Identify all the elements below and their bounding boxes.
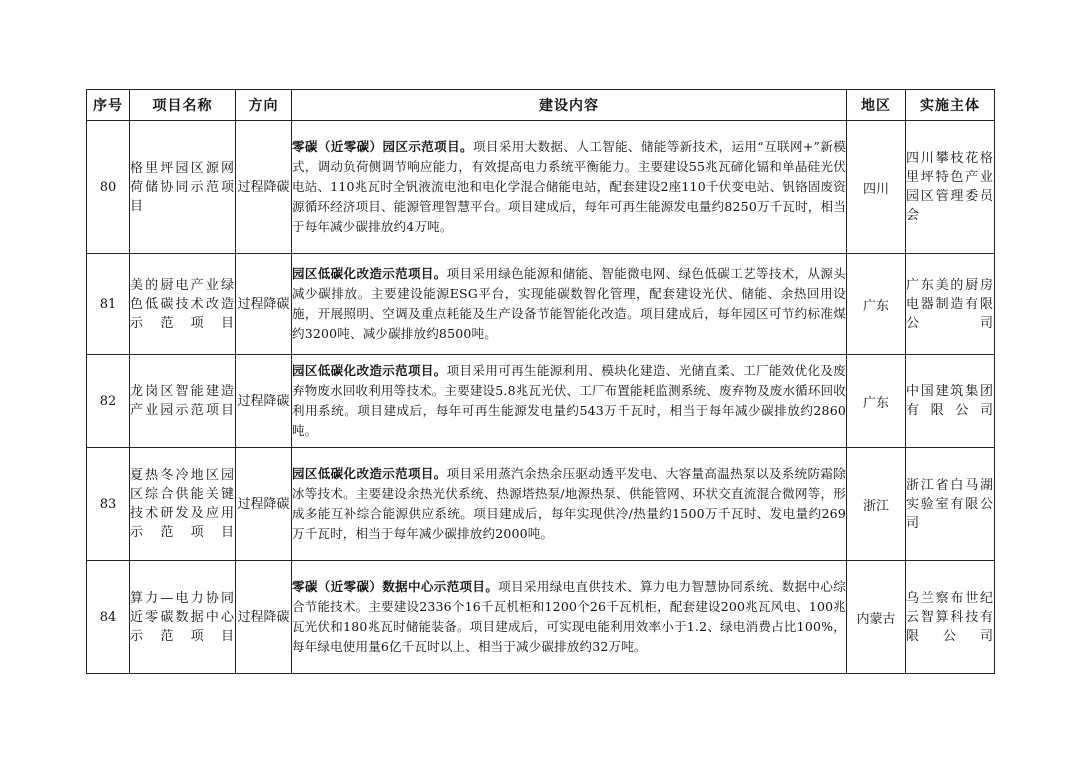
- row-num: 83: [87, 448, 130, 561]
- owner: 四川攀枝花格里坪特色产业园区管理委员会: [906, 121, 995, 254]
- direction: 过程降碳: [236, 254, 292, 355]
- construction-content: [292, 355, 847, 448]
- header-name: 项目名称: [130, 90, 236, 121]
- direction: 过程降碳: [236, 448, 292, 561]
- construction-content: [292, 561, 847, 674]
- content-title: 零碳（近零碳）园区示范项目。: [292, 139, 473, 154]
- owner: 乌兰察布世纪云智算科技有限公司: [906, 561, 995, 674]
- construction-content: [292, 448, 847, 561]
- row-num: 81: [87, 254, 130, 355]
- table-row: [87, 448, 995, 561]
- row-num: 84: [87, 561, 130, 674]
- header-num: 序号: [87, 90, 130, 121]
- content-title: 零碳（近零碳）数据中心示范项目。: [292, 579, 499, 594]
- content-body: 项目采用大数据、人工智能、储能等新技术，运用“互联网+”新模式，调动负荷侧调节响应能力，有效提高电力系统平衡能力。主要建设55兆瓦碲化镉和单晶硅光伏电站、110兆瓦时全钒液流电池和电化学混合储能电站，配套建设2座110千伏变电站、钒铬固废资源循环经济项目、能源管理智慧平台。项目建成后，每年可再生能源发电量约8250万千瓦时，相当于每年减少碳排放约4万吨。: [292, 139, 846, 234]
- content-title: 园区低碳化改造示范项目。: [292, 363, 447, 378]
- table-header-row: [87, 90, 995, 121]
- content-title: 园区低碳化改造示范项目。: [292, 466, 447, 481]
- content-body: 项目采用可再生能源利用、模块化建造、光储直柔、工厂能效优化及废弃物废水回收利用等技术。主要建设5.8兆瓦光伏、工厂布置能耗监测系统、废弃物及废水循环回收利用系统。项目建成后，每年可再生能源发电量约543万千瓦时，相当于每年减少碳排放约2860吨。: [292, 363, 846, 438]
- direction: 过程降碳: [236, 355, 292, 448]
- table-row: [87, 561, 995, 674]
- table-row: [87, 254, 995, 355]
- project-name: 算力—电力协同近零碳数据中心示范项目: [130, 561, 236, 674]
- projects-table: [86, 89, 995, 674]
- content-body: 项目采用蒸汽余热余压驱动透平发电、大容量高温热泵以及系统防霜除冰等技术。主要建设余热光伏系统、热源塔热泵/地源热泵、供能管网、环状交直流混合微网等，形成多能互补综合能源供应系统。项目建成后，每年实现供冷/热量约1500万千瓦时、发电量约269万千瓦时，相当于每年减少碳排放约2000吨。: [292, 466, 846, 541]
- content-body: 项目采用绿色能源和储能、智能微电网、绿色低碳工艺等技术，从源头减少碳排放。主要建设能源ESG平台，实现能碳数智化管理，配套建设光伏、储能、余热回用设施，开展照明、空调及重点耗能及生产设备节能智能化改造。项目建成后，每年园区可节约标准煤约3200吨、减少碳排放约8500吨。: [292, 266, 846, 341]
- region: 广东: [847, 355, 906, 448]
- content-title: 园区低碳化改造示范项目。: [292, 266, 447, 281]
- region: 四川: [847, 121, 906, 254]
- row-num: 80: [87, 121, 130, 254]
- table-row: [87, 355, 995, 448]
- header-owner: 实施主体: [906, 90, 995, 121]
- header-content: 建设内容: [292, 90, 847, 121]
- direction: 过程降碳: [236, 561, 292, 674]
- region: 浙江: [847, 448, 906, 561]
- owner: 中国建筑集团有限公司: [906, 355, 995, 448]
- header-region: 地区: [847, 90, 906, 121]
- content-body: 项目采用绿电直供技术、算力电力智慧协同系统、数据中心综合节能技术。主要建设2336个16千瓦机柜和1200个26千瓦机柜，配套建设200兆瓦风电、100兆瓦光伏和180兆瓦时储能装备。项目建成后，可实现电能利用效率小于1.2、绿电消费占比100%，每年绿电使用量6亿千瓦时以上、相当于减少碳排放约32万吨。: [292, 579, 847, 654]
- direction: 过程降碳: [236, 121, 292, 254]
- owner: 浙江省白马湖实验室有限公司: [906, 448, 995, 561]
- header-direction: 方向: [236, 90, 292, 121]
- construction-content: [292, 121, 847, 254]
- region: 内蒙古: [847, 561, 906, 674]
- owner: 广东美的厨房电器制造有限公司: [906, 254, 995, 355]
- table-row: [87, 121, 995, 254]
- project-name: 美的厨电产业绿色低碳技术改造示范项目: [130, 254, 236, 355]
- construction-content: [292, 254, 847, 355]
- region: 广东: [847, 254, 906, 355]
- project-name: 夏热冬冷地区园区综合供能关键技术研发及应用示范项目: [130, 448, 236, 561]
- project-name: 格里坪园区源网荷储协同示范项目: [130, 121, 236, 254]
- row-num: 82: [87, 355, 130, 448]
- project-name: 龙岗区智能建造产业园示范项目: [130, 355, 236, 448]
